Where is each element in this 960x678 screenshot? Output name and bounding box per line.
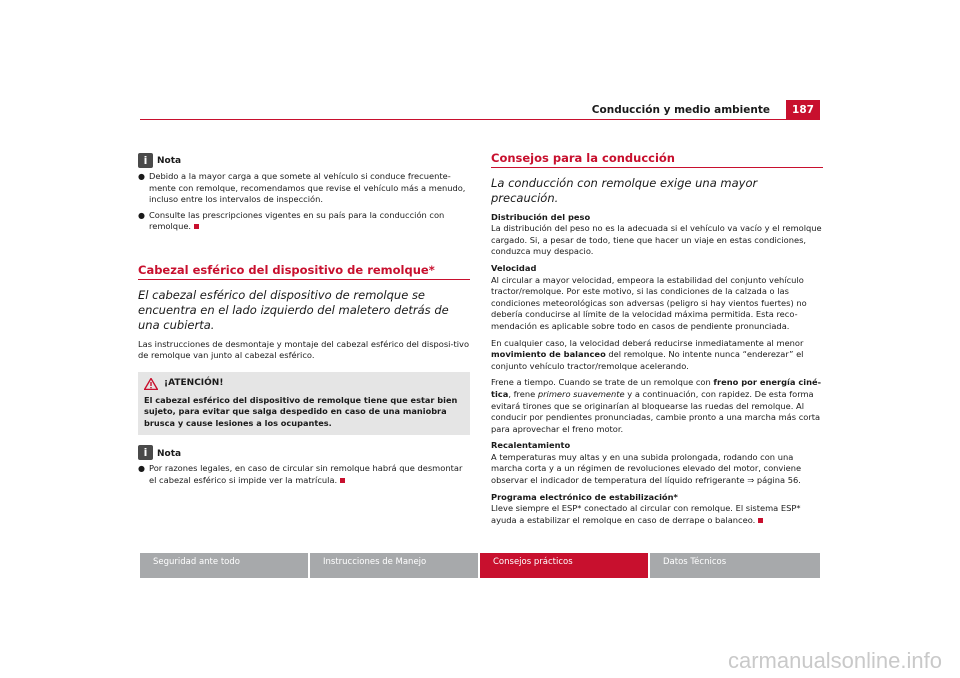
section-subtitle: La conducción con remolque exige una mayor precaución.	[491, 175, 758, 205]
note-icon: i	[138, 153, 153, 168]
list-item	[138, 463, 470, 486]
bullet-icon: ●	[138, 210, 145, 220]
warning-title: ¡ATENCIÓN!	[164, 377, 224, 388]
page-number: 187	[786, 100, 820, 120]
note-header	[138, 153, 470, 168]
subsection-text: Frene a tiempo. Cuando se trate de un remolque con freno por energía ciné-tica, frene primero suavemente y a continuación, con rapidez. De esta forma evitará tirones que se originarían al bloquearse las ruedas del remolque. Al conducir por pendientes pronunciadas, cambie pronto a una marcha más corta para aprovechar el freno motor.	[491, 377, 822, 434]
page-header-title: Conducción y medio ambiente	[591, 104, 770, 116]
note-text: Debido a la mayor carga a que somete al vehículo si conduce frecuente-mente con remolque, recomendamos que revise el vehículo más a menudo, incluso entre los intervalos de inspección.	[149, 171, 466, 205]
left-column	[138, 153, 470, 490]
section-paragraph: Las instrucciones de desmontaje y montaje del cabezal esférico del disposi-tivo de remolque van junto al cabezal esférico.	[138, 338, 470, 361]
subsection-heading: Recalentamiento	[491, 440, 571, 451]
section-heading: Cabezal esférico del dispositivo de remolque*	[138, 265, 470, 280]
subsection-text: En cualquier caso, la velocidad deberá reducirse inmediatamente al menor movimiento de balanceo del remolque. No intente nunca “enderezar” el conjunto vehículo tractor/remolque acelerando.	[491, 337, 804, 371]
subsection-text: Al circular a mayor velocidad, empeora la estabilidad del conjunto vehículo tractor/remolque. Por este motivo, si las condiciones de la calzada o las condiciones meteorológicas son adversas (peligro si hay vientos fuertes) no debería conducirse al límite de la velocidad máxima permitida. Esta reco-mendación es aplicable sobre todo en casos de pendiente pronunciada.	[491, 274, 807, 331]
list-item	[138, 210, 470, 233]
note-text: Consulte las prescripciones vigentes en su país para la conducción con remolque.	[149, 209, 445, 232]
subsection-text: A temperaturas muy altas y en una subida prolongada, rodando con una marcha corta y a un régimen de revoluciones elevado del motor, conviene observar el indicador de temperatura del líquido refrigerante ⇒ página 56.	[491, 451, 802, 486]
note-label: Nota	[157, 448, 182, 459]
footer-tab-instrucciones[interactable]: Instrucciones de Manejo	[310, 553, 478, 578]
right-column	[491, 153, 823, 531]
bullet-icon: ●	[138, 464, 145, 474]
watermark: carmanualsonline.info	[727, 648, 942, 673]
note-header	[138, 445, 470, 460]
subsection-text: Lleve siempre el ESP* conectado al circular con remolque. El sistema ESP* ayuda a estabilizar el remolque en caso de derrape o balanceo.	[491, 503, 801, 525]
end-mark-icon	[758, 518, 763, 523]
note-label: Nota	[157, 156, 182, 167]
footer-tab-datos[interactable]: Datos Técnicos	[650, 553, 820, 578]
note-icon: i	[138, 445, 153, 460]
footer-tab-seguridad[interactable]: Seguridad ante todo	[140, 553, 308, 578]
warning-text: El cabezal esférico del dispositivo de remolque tiene que estar bien sujeto, para evitar que salga despedido en caso de una maniobra brusca y cause lesiones a los ocupantes.	[144, 394, 458, 428]
section-heading: Consejos para la conducción	[491, 153, 823, 168]
end-mark-icon	[194, 224, 199, 229]
subsection-text: La distribución del peso no es la adecuada si el vehículo va vacío y el remolque cargado. Si, a pesar de todo, tiene que hacer un viaje en estas condiciones, conduzca muy despacio.	[491, 223, 822, 257]
header-divider	[140, 119, 820, 120]
list-item	[138, 171, 470, 206]
subsection-heading: Velocidad	[491, 262, 537, 273]
note-text: Por razones legales, en caso de circular sin remolque habrá que desmontar el cabezal esférico si impide ver la matrícula.	[149, 463, 463, 485]
bullet-icon: ●	[138, 172, 145, 181]
end-mark-icon	[340, 478, 345, 483]
subsection-heading: Distribución del peso	[491, 211, 591, 222]
warning-icon	[144, 378, 158, 390]
subsection-heading: Programa electrónico de estabilización*	[491, 491, 678, 502]
footer-tab-consejos[interactable]: Consejos prácticos	[480, 553, 648, 578]
section-subtitle: El cabezal esférico del dispositivo de remolque se encuentra en el lado izquierdo del maletero detrás de una cubierta.	[138, 287, 449, 332]
warning-box	[138, 372, 470, 436]
